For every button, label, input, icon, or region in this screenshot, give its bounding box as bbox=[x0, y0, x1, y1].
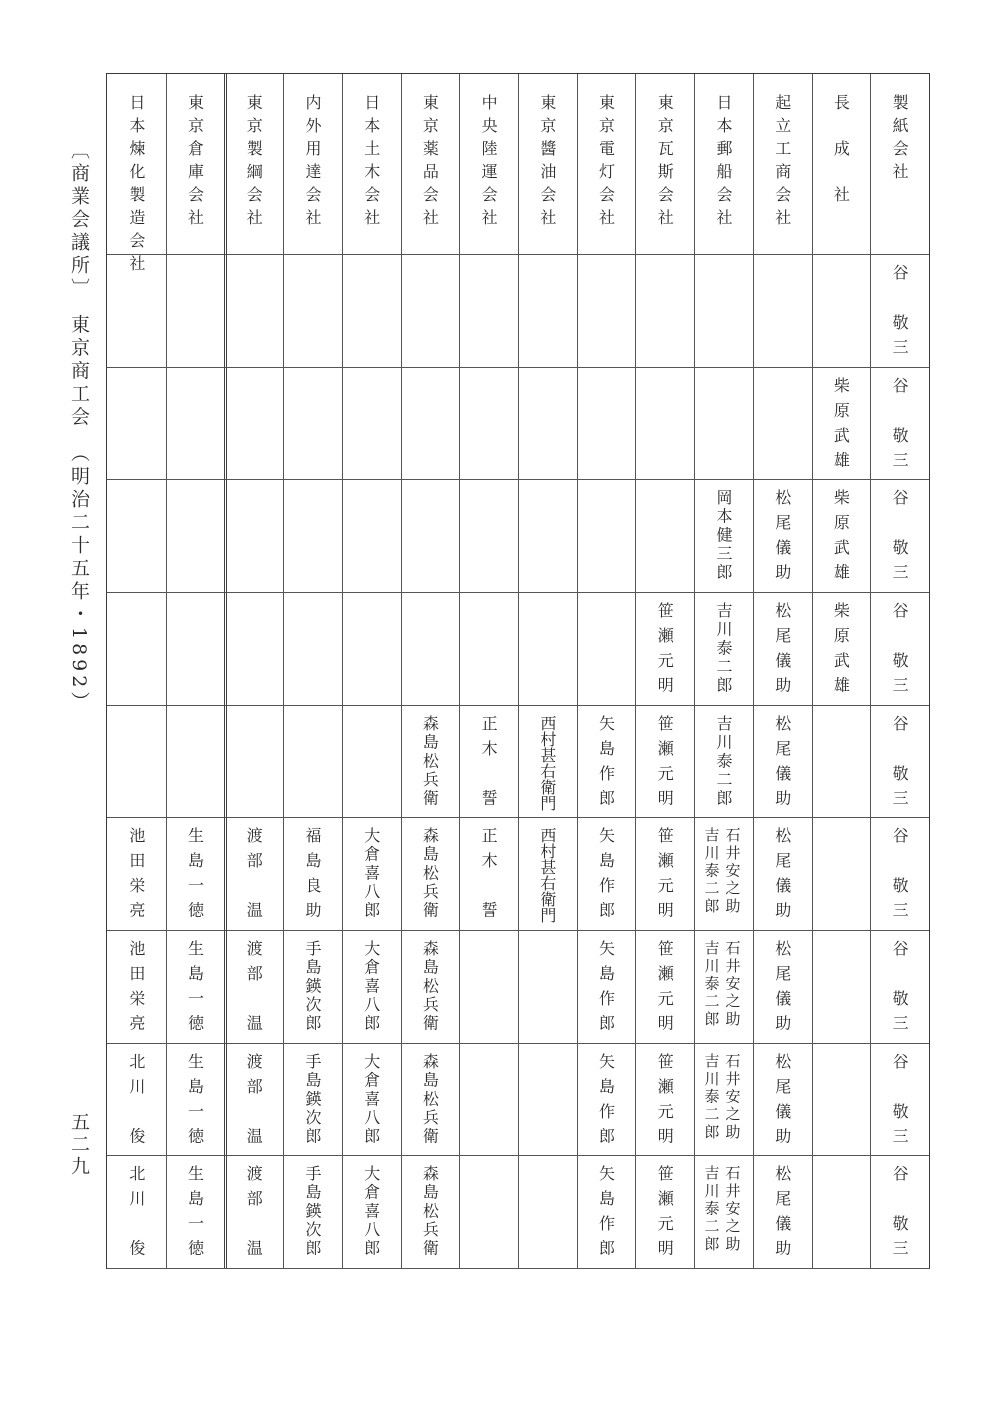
company-header bbox=[401, 74, 460, 254]
company-header bbox=[812, 74, 871, 254]
company-header bbox=[694, 74, 753, 254]
member-name: 笹瀬元明 bbox=[655, 714, 675, 815]
member-name: 石井安之助 bbox=[723, 1052, 742, 1141]
member-name: 渡部 温 bbox=[244, 1052, 264, 1153]
member-name: 手島鍈次郎 bbox=[302, 940, 322, 1034]
company-header bbox=[107, 74, 166, 278]
member-name: 吉川泰二郎 bbox=[702, 940, 721, 1029]
member-name: 谷 敬三 bbox=[890, 714, 910, 815]
member-cell bbox=[107, 930, 166, 1043]
member-name: 吉川泰二郎 bbox=[702, 1052, 721, 1141]
member-cell bbox=[459, 1155, 518, 1268]
member-name: 吉川泰二郎 bbox=[713, 602, 733, 696]
member-name: 大倉喜八郎 bbox=[361, 940, 381, 1034]
member-name: 笹瀬元明 bbox=[655, 827, 675, 927]
member-name: 松尾儀助 bbox=[772, 1052, 792, 1153]
member-cell bbox=[107, 1155, 166, 1268]
member-name: 松尾儀助 bbox=[772, 602, 792, 702]
member-name: 谷 敬三 bbox=[890, 602, 910, 702]
member-cell bbox=[401, 705, 460, 818]
company-header bbox=[224, 74, 283, 254]
member-cell bbox=[870, 930, 929, 1043]
member-name: 渡部 温 bbox=[244, 827, 264, 927]
member-name: 吉川泰二郎 bbox=[713, 714, 733, 808]
member-cell bbox=[635, 479, 694, 592]
member-cell bbox=[459, 817, 518, 930]
company-name: 東京瓦斯会社 bbox=[655, 94, 675, 232]
member-cell bbox=[342, 592, 401, 705]
member-cell bbox=[518, 705, 577, 818]
member-name: 森島松兵衛 bbox=[420, 1052, 440, 1146]
member-cell bbox=[107, 367, 166, 480]
member-cell bbox=[518, 1155, 577, 1268]
company-name: 長 成 社 bbox=[831, 94, 851, 209]
member-cell bbox=[342, 367, 401, 480]
member-cell bbox=[166, 479, 225, 592]
member-cell bbox=[577, 930, 636, 1043]
member-cell bbox=[753, 930, 812, 1043]
member-cell bbox=[166, 367, 225, 480]
member-name: 森島松兵衛 bbox=[420, 940, 440, 1034]
member-cell bbox=[283, 705, 342, 818]
member-name: 大倉喜八郎 bbox=[361, 1165, 381, 1259]
member-cell bbox=[342, 817, 401, 930]
member-name: 渡部 温 bbox=[244, 940, 264, 1040]
member-cell bbox=[342, 705, 401, 818]
member-name: 渡部 温 bbox=[244, 1165, 264, 1265]
member-cell bbox=[518, 930, 577, 1043]
member-cell bbox=[224, 367, 283, 480]
member-cell bbox=[107, 1043, 166, 1156]
member-name: 笹瀬元明 bbox=[655, 1165, 675, 1265]
member-cell bbox=[635, 592, 694, 705]
company-header bbox=[577, 74, 636, 254]
member-cell bbox=[283, 592, 342, 705]
member-name: 吉川泰二郎 bbox=[702, 827, 721, 916]
member-cell bbox=[107, 254, 166, 367]
member-cell bbox=[459, 705, 518, 818]
member-name: 松尾儀助 bbox=[772, 714, 792, 815]
member-cell bbox=[459, 592, 518, 705]
member-cell bbox=[635, 367, 694, 480]
member-name: 矢島作郎 bbox=[596, 714, 616, 815]
member-cell bbox=[342, 1043, 401, 1156]
member-cell bbox=[753, 1043, 812, 1156]
member-name: 森島松兵衛 bbox=[420, 1165, 440, 1259]
row-divider bbox=[107, 1268, 929, 1269]
member-cell bbox=[342, 1155, 401, 1268]
member-cell bbox=[224, 930, 283, 1043]
member-cell bbox=[107, 479, 166, 592]
member-name: 松尾儀助 bbox=[772, 489, 792, 589]
member-cell bbox=[166, 1043, 225, 1156]
member-cell bbox=[166, 1155, 225, 1268]
member-cell bbox=[694, 817, 753, 930]
member-name: 池田栄亮 bbox=[126, 827, 146, 927]
member-name: 生島一徳 bbox=[185, 1052, 205, 1153]
member-name: 正木 誓 bbox=[479, 714, 499, 815]
member-name: 生島一徳 bbox=[185, 940, 205, 1040]
member-cell bbox=[812, 1043, 871, 1156]
member-cell bbox=[283, 1043, 342, 1156]
member-cell bbox=[753, 1155, 812, 1268]
page-number: 五二九 bbox=[68, 1112, 90, 1178]
member-cell bbox=[694, 1043, 753, 1156]
member-cell bbox=[518, 254, 577, 367]
member-name: 谷 敬三 bbox=[890, 827, 910, 927]
member-cell bbox=[401, 930, 460, 1043]
member-cell bbox=[812, 479, 871, 592]
member-name: 矢島作郎 bbox=[596, 827, 616, 927]
company-name: 東京薬品会社 bbox=[420, 94, 440, 232]
member-name: 池田栄亮 bbox=[126, 940, 146, 1040]
member-cell bbox=[812, 930, 871, 1043]
member-cell bbox=[166, 254, 225, 367]
member-cell bbox=[283, 930, 342, 1043]
member-name: 石井安之助 bbox=[723, 1165, 742, 1254]
member-cell bbox=[870, 705, 929, 818]
company-name: 東京倉庫会社 bbox=[185, 94, 205, 232]
member-cell bbox=[870, 254, 929, 367]
member-cell bbox=[283, 817, 342, 930]
member-name: 柴原武雄 bbox=[831, 602, 851, 702]
member-name: 谷 敬三 bbox=[890, 264, 910, 364]
member-cell bbox=[166, 930, 225, 1043]
member-name: 谷 敬三 bbox=[890, 1052, 910, 1153]
member-name: 谷 敬三 bbox=[890, 376, 910, 477]
member-cell bbox=[107, 817, 166, 930]
member-cell bbox=[577, 705, 636, 818]
member-name: 西村甚右衛門 bbox=[537, 714, 557, 811]
member-name: 柴原武雄 bbox=[831, 489, 851, 589]
member-name: 矢島作郎 bbox=[596, 940, 616, 1040]
member-cell bbox=[283, 254, 342, 367]
member-cell bbox=[812, 705, 871, 818]
member-cell bbox=[694, 367, 753, 480]
member-cell bbox=[342, 930, 401, 1043]
member-cell bbox=[577, 1043, 636, 1156]
member-cell bbox=[459, 254, 518, 367]
member-cell bbox=[753, 367, 812, 480]
member-cell bbox=[694, 1155, 753, 1268]
company-header bbox=[166, 74, 225, 254]
company-name: 起立工商会社 bbox=[772, 94, 792, 232]
company-header bbox=[870, 74, 929, 254]
company-name: 製紙会社 bbox=[890, 94, 910, 186]
member-name: 谷 敬三 bbox=[890, 489, 910, 589]
member-cell bbox=[224, 705, 283, 818]
company-header bbox=[342, 74, 401, 254]
member-cell bbox=[518, 479, 577, 592]
member-cell bbox=[870, 367, 929, 480]
member-name: 柴原武雄 bbox=[831, 376, 851, 477]
member-name: 松尾儀助 bbox=[772, 827, 792, 927]
member-name: 吉川泰二郎 bbox=[702, 1165, 721, 1254]
member-cell bbox=[577, 592, 636, 705]
member-cell bbox=[166, 817, 225, 930]
member-cell bbox=[459, 479, 518, 592]
member-cell bbox=[635, 817, 694, 930]
member-cell bbox=[518, 592, 577, 705]
member-name: 松尾儀助 bbox=[772, 940, 792, 1040]
member-cell bbox=[577, 479, 636, 592]
member-cell bbox=[577, 1155, 636, 1268]
member-name: 笹瀬元明 bbox=[655, 940, 675, 1040]
member-name: 福島良助 bbox=[302, 827, 322, 927]
member-cell bbox=[342, 254, 401, 367]
member-cell bbox=[577, 254, 636, 367]
member-cell bbox=[694, 705, 753, 818]
member-cell bbox=[107, 705, 166, 818]
member-name: 矢島作郎 bbox=[596, 1165, 616, 1265]
member-cell bbox=[224, 1155, 283, 1268]
company-header bbox=[753, 74, 812, 254]
member-cell bbox=[870, 817, 929, 930]
member-cell bbox=[166, 705, 225, 818]
member-name: 生島一徳 bbox=[185, 827, 205, 927]
member-name: 生島一徳 bbox=[185, 1165, 205, 1265]
member-name: 笹瀬元明 bbox=[655, 1052, 675, 1153]
member-cell bbox=[812, 1155, 871, 1268]
member-cell bbox=[224, 817, 283, 930]
member-cell bbox=[224, 479, 283, 592]
member-cell bbox=[753, 592, 812, 705]
company-name: 内外用達会社 bbox=[302, 94, 322, 232]
member-name: 北川 俊 bbox=[126, 1165, 146, 1265]
member-cell bbox=[401, 479, 460, 592]
member-cell bbox=[635, 254, 694, 367]
member-cell bbox=[694, 592, 753, 705]
member-cell bbox=[635, 705, 694, 818]
member-name: 谷 敬三 bbox=[890, 940, 910, 1040]
company-header bbox=[459, 74, 518, 254]
member-cell bbox=[224, 592, 283, 705]
member-cell bbox=[401, 817, 460, 930]
company-name: 東京製綱会社 bbox=[244, 94, 264, 232]
company-name: 中央陸運会社 bbox=[479, 94, 499, 232]
company-name: 日本煉化製造会社 bbox=[126, 94, 146, 278]
member-name: 石井安之助 bbox=[723, 940, 742, 1029]
member-cell bbox=[224, 1043, 283, 1156]
member-name: 正木 誓 bbox=[479, 827, 499, 927]
member-cell bbox=[635, 1043, 694, 1156]
member-cell bbox=[753, 254, 812, 367]
member-cell bbox=[694, 254, 753, 367]
member-cell bbox=[577, 817, 636, 930]
member-cell bbox=[694, 479, 753, 592]
member-cell bbox=[635, 930, 694, 1043]
member-cell bbox=[166, 592, 225, 705]
member-cell bbox=[459, 930, 518, 1043]
member-name: 森島松兵衛 bbox=[420, 827, 440, 921]
member-cell bbox=[812, 817, 871, 930]
company-name: 日本土木会社 bbox=[361, 94, 381, 232]
member-name: 手島鍈次郎 bbox=[302, 1052, 322, 1146]
member-name: 西村甚右衛門 bbox=[537, 827, 557, 924]
company-header bbox=[518, 74, 577, 254]
member-cell bbox=[870, 592, 929, 705]
member-cell bbox=[518, 1043, 577, 1156]
member-name: 谷 敬三 bbox=[890, 1165, 910, 1265]
member-cell bbox=[107, 592, 166, 705]
company-header bbox=[283, 74, 342, 254]
company-name: 日本郵船会社 bbox=[713, 94, 733, 232]
member-cell bbox=[401, 367, 460, 480]
member-cell bbox=[283, 479, 342, 592]
member-name: 手島鍈次郎 bbox=[302, 1165, 322, 1259]
member-cell bbox=[518, 817, 577, 930]
member-cell bbox=[870, 479, 929, 592]
member-cell bbox=[518, 367, 577, 480]
member-cell bbox=[812, 592, 871, 705]
member-name: 岡本健三郎 bbox=[713, 489, 733, 583]
member-cell bbox=[401, 592, 460, 705]
member-name: 矢島作郎 bbox=[596, 1052, 616, 1153]
member-cell bbox=[753, 705, 812, 818]
company-name: 東京電灯会社 bbox=[596, 94, 616, 232]
member-name: 石井安之助 bbox=[723, 827, 742, 916]
members-table bbox=[106, 73, 930, 1269]
member-cell bbox=[224, 254, 283, 367]
member-cell bbox=[342, 479, 401, 592]
member-cell bbox=[577, 367, 636, 480]
member-cell bbox=[812, 367, 871, 480]
member-cell bbox=[401, 254, 460, 367]
member-name: 大倉喜八郎 bbox=[361, 1052, 381, 1146]
member-cell bbox=[401, 1043, 460, 1156]
member-name: 北川 俊 bbox=[126, 1052, 146, 1153]
company-name: 東京醬油会社 bbox=[537, 94, 557, 232]
member-cell bbox=[870, 1043, 929, 1156]
member-cell bbox=[753, 817, 812, 930]
member-cell bbox=[459, 1043, 518, 1156]
member-name: 松尾儀助 bbox=[772, 1165, 792, 1265]
member-cell bbox=[283, 1155, 342, 1268]
company-header bbox=[635, 74, 694, 254]
member-cell bbox=[283, 367, 342, 480]
member-cell bbox=[635, 1155, 694, 1268]
member-name: 大倉喜八郎 bbox=[361, 827, 381, 921]
member-cell bbox=[870, 1155, 929, 1268]
member-cell bbox=[401, 1155, 460, 1268]
member-name: 森島松兵衛 bbox=[420, 714, 440, 808]
member-cell bbox=[694, 930, 753, 1043]
member-cell bbox=[753, 479, 812, 592]
member-name: 笹瀬元明 bbox=[655, 602, 675, 702]
member-cell bbox=[812, 254, 871, 367]
running-head-title: 〔商業会議所〕 東京商工会 （明治二十五年・1892） bbox=[68, 140, 90, 715]
member-cell bbox=[459, 367, 518, 480]
